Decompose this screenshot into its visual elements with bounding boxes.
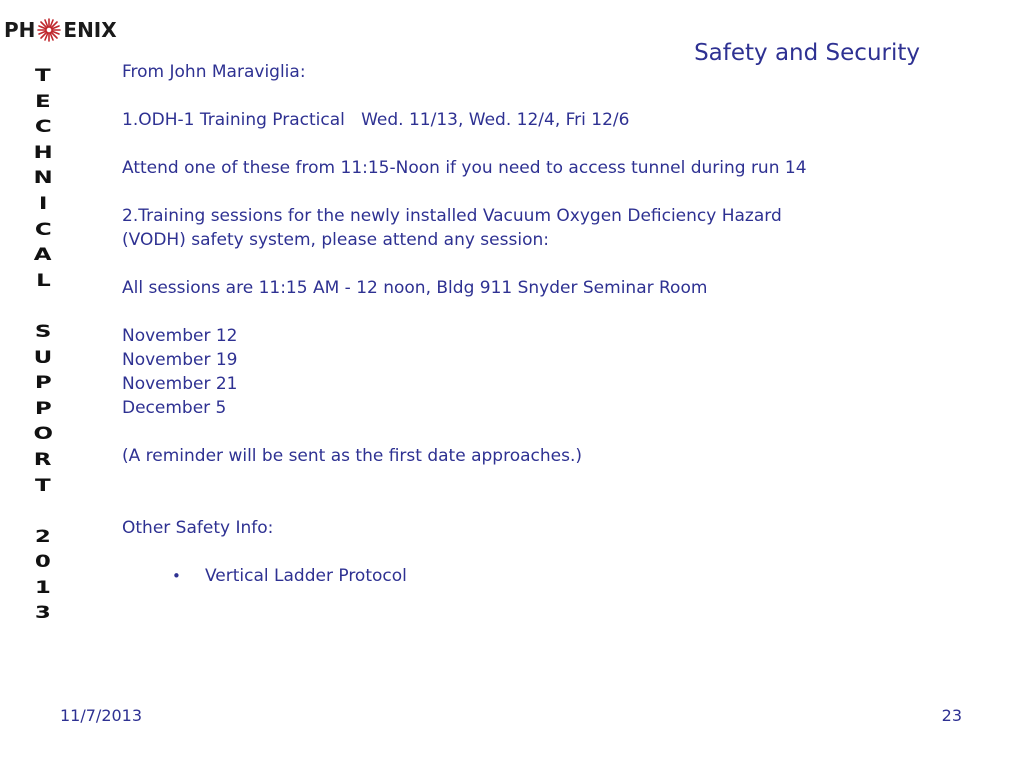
spacer: [122, 132, 882, 156]
session-date: November 21: [122, 374, 238, 394]
banner-letter: P: [34, 398, 52, 419]
logo-text-right: ENIX: [63, 18, 117, 42]
technical-support-banner: [28, 64, 58, 627]
sessions-info: All sessions are 11:15 AM - 12 noon, Bldg 911 Snyder Seminar Room: [122, 278, 708, 298]
item2-line1: 2.Training sessions for the newly installed Vacuum Oxygen Deficiency Hazard: [122, 206, 782, 226]
banner-letter: E: [35, 91, 51, 112]
logo-text-left: PH: [4, 18, 36, 42]
banner-letter: U: [33, 347, 53, 368]
slide-title: Safety and Security: [694, 40, 920, 66]
spacer: [122, 420, 882, 444]
session-date: November 19: [122, 350, 238, 370]
page-number: 23: [941, 706, 962, 725]
bullet-item: [122, 564, 882, 588]
banner-letter: R: [34, 449, 52, 470]
spacer: [122, 84, 882, 108]
slide-body: [122, 60, 882, 588]
banner-letter: P: [34, 373, 52, 394]
phenix-logo: [4, 10, 117, 50]
bullet-text: Vertical Ladder Protocol: [205, 566, 407, 586]
spacer: [122, 468, 882, 492]
bullet-icon: •: [172, 567, 181, 585]
spacer: [122, 540, 882, 564]
spacer: [122, 300, 882, 324]
banner-letter: 2: [35, 526, 51, 547]
banner-letter: N: [33, 168, 53, 189]
from-line: From John Maraviglia:: [122, 62, 306, 82]
phoenix-star-icon: [36, 17, 62, 43]
other-safety-heading: Other Safety Info:: [122, 518, 274, 538]
spacer: [122, 492, 882, 516]
spacer: [122, 252, 882, 276]
banner-letter: I: [38, 193, 48, 214]
banner-letter: 3: [35, 603, 51, 624]
banner-letter: T: [35, 66, 51, 86]
banner-letter: A: [34, 245, 52, 266]
item1-note: Attend one of these from 11:15-Noon if you need to access tunnel during run 14: [122, 158, 807, 178]
item2-line2: (VODH) safety system, please attend any session:: [122, 230, 549, 250]
banner-letter: H: [33, 142, 53, 163]
banner-letter: L: [35, 270, 51, 291]
banner-letter: C: [34, 117, 52, 138]
banner-letter: T: [35, 475, 51, 496]
banner-letter: S: [34, 321, 52, 342]
session-date: November 12: [122, 326, 238, 346]
banner-letter: C: [34, 219, 52, 240]
banner-letter: 1: [35, 577, 51, 598]
session-date: December 5: [122, 398, 227, 418]
banner-letter: O: [33, 424, 53, 445]
footer-date: 11/7/2013: [60, 706, 143, 725]
spacer: [122, 180, 882, 204]
item1-line: 1.ODH-1 Training Practical Wed. 11/13, Wed. 12/4, Fri 12/6: [122, 110, 630, 130]
reminder-note: (A reminder will be sent as the first date approaches.): [122, 446, 582, 466]
banner-letter: 0: [35, 552, 51, 573]
